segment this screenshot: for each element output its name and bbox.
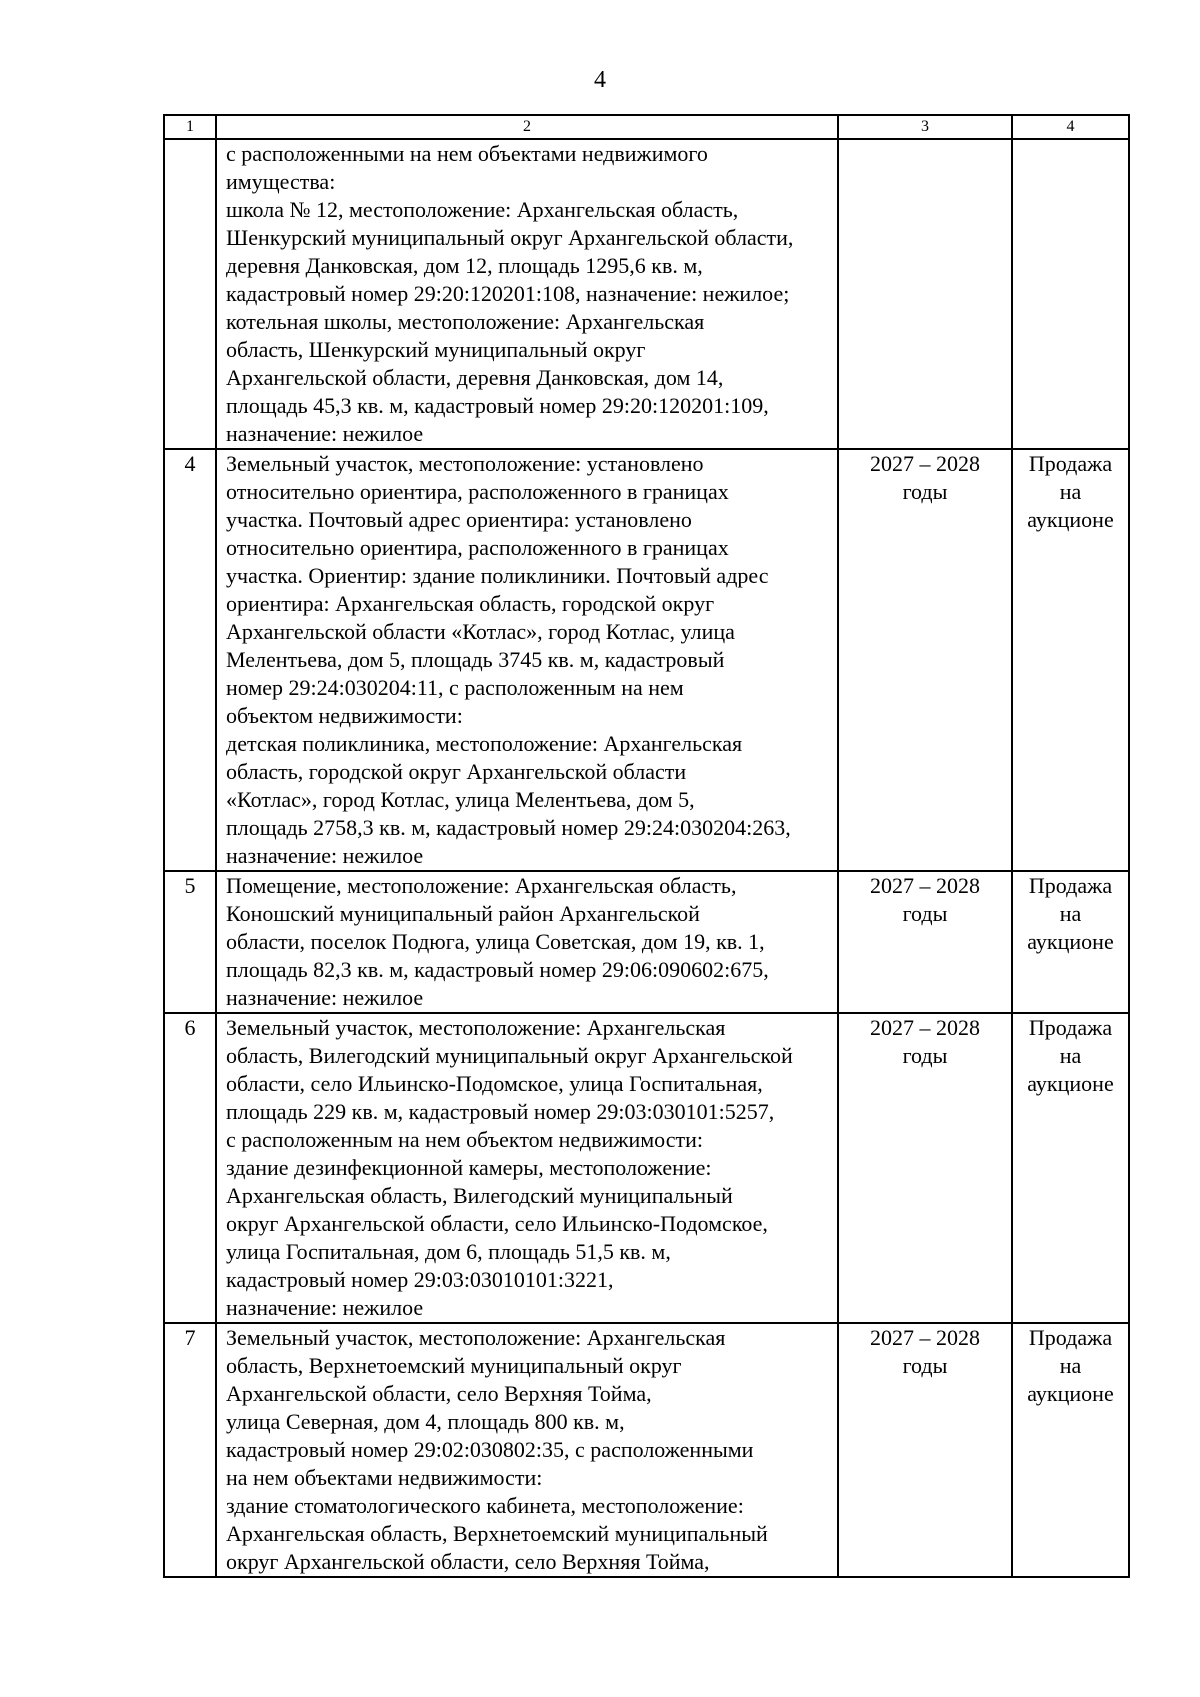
table-row bbox=[164, 139, 1129, 449]
description-line: области, село Ильинско-Подомское, улица Госпитальная, bbox=[226, 1071, 763, 1096]
description-line: Помещение, местоположение: Архангельская область, bbox=[226, 873, 737, 898]
description-line: кадастровый номер 29:03:03010101:3221, bbox=[226, 1267, 614, 1292]
sale-method-line: на bbox=[1059, 1353, 1082, 1378]
table-body bbox=[164, 139, 1129, 1577]
term-line: годы bbox=[902, 901, 948, 926]
description-line: деревня Данковская, дом 12, площадь 1295,6 кв. м, bbox=[226, 253, 703, 278]
header-row bbox=[164, 115, 1129, 139]
description-line: улица Госпитальная, дом 6, площадь 51,5 кв. м, bbox=[226, 1239, 671, 1264]
description-line: области, поселок Подюга, улица Советская, дом 19, кв. 1, bbox=[226, 929, 765, 954]
sale-method-cell bbox=[1012, 449, 1129, 871]
description-line: Мелентьева, дом 5, площадь 3745 кв. м, кадастровый bbox=[226, 647, 725, 672]
sale-method-line: Продажа bbox=[1028, 1325, 1113, 1350]
description-line: относительно ориентира, расположенного в границах bbox=[226, 535, 729, 560]
row-number-cell: 6 bbox=[164, 1013, 216, 1323]
description-line: площадь 2758,3 кв. м, кадастровый номер 29:24:030204:263, bbox=[226, 815, 791, 840]
description-line: Архангельская область, Верхнетоемский муниципальный bbox=[226, 1521, 768, 1546]
description-line: кадастровый номер 29:20:120201:108, назначение: нежилое; bbox=[226, 281, 790, 306]
term-cell bbox=[838, 449, 1012, 871]
term-line: годы bbox=[902, 1353, 948, 1378]
term-line: годы bbox=[902, 1043, 948, 1068]
term-cell bbox=[838, 871, 1012, 1013]
sale-method-line: аукционе bbox=[1027, 507, 1114, 532]
description-line: округ Архангельской области, село Верхняя Тойма, bbox=[226, 1549, 710, 1574]
column-header-3: 3 bbox=[838, 115, 1012, 139]
description-line: Коношский муниципальный район Архангельской bbox=[226, 901, 700, 926]
description-line: здание дезинфекционной камеры, местоположение: bbox=[226, 1155, 712, 1180]
description-line: назначение: нежилое bbox=[226, 985, 424, 1010]
sale-method-line: на bbox=[1059, 479, 1082, 504]
description-line: кадастровый номер 29:02:030802:35, с расположенными bbox=[226, 1437, 754, 1462]
column-header-2: 2 bbox=[216, 115, 838, 139]
term-cell bbox=[838, 1323, 1012, 1577]
description-line: площадь 45,3 кв. м, кадастровый номер 29:20:120201:109, bbox=[226, 393, 769, 418]
table-row bbox=[164, 1323, 1129, 1577]
property-table bbox=[163, 114, 1130, 1578]
description-line: область, Шенкурский муниципальный округ bbox=[226, 337, 646, 362]
description-line: котельная школы, местоположение: Архангельская bbox=[226, 309, 705, 334]
description-line: участка. Ориентир: здание поликлиники. Почтовый адрес bbox=[226, 563, 769, 588]
description-line: детская поликлиника, местоположение: Архангельская bbox=[226, 731, 743, 756]
description-line: имущества: bbox=[226, 169, 336, 194]
description-cell bbox=[216, 449, 838, 871]
sale-method-line: Продажа bbox=[1028, 873, 1113, 898]
row-number-cell: 4 bbox=[164, 449, 216, 871]
table-row bbox=[164, 871, 1129, 1013]
sale-method-cell bbox=[1012, 1323, 1129, 1577]
table-row bbox=[164, 1013, 1129, 1323]
description-line: с расположенными на нем объектами недвижимого bbox=[226, 141, 708, 166]
description-line: Архангельской области «Котлас», город Котлас, улица bbox=[226, 619, 735, 644]
description-line: Земельный участок, местоположение: Архангельская bbox=[226, 1325, 726, 1350]
term-line: годы bbox=[902, 479, 948, 504]
description-line: здание стоматологического кабинета, местоположение: bbox=[226, 1493, 744, 1518]
term-cell bbox=[838, 139, 1012, 449]
description-line: «Котлас», город Котлас, улица Мелентьева, дом 5, bbox=[226, 787, 695, 812]
sale-method-line: Продажа bbox=[1028, 451, 1113, 476]
column-header-4: 4 bbox=[1012, 115, 1129, 139]
row-number-cell: 7 bbox=[164, 1323, 216, 1577]
description-line: площадь 229 кв. м, кадастровый номер 29:03:030101:5257, bbox=[226, 1099, 775, 1124]
description-cell bbox=[216, 1323, 838, 1577]
sale-method-line: Продажа bbox=[1028, 1015, 1113, 1040]
description-line: Архангельской области, деревня Данковская, дом 14, bbox=[226, 365, 724, 390]
description-line: площадь 82,3 кв. м, кадастровый номер 29:06:090602:675, bbox=[226, 957, 769, 982]
description-line: область, Верхнетоемский муниципальный округ bbox=[226, 1353, 682, 1378]
column-header-1: 1 bbox=[164, 115, 216, 139]
description-line: область, Вилегодский муниципальный округ Архангельской bbox=[226, 1043, 793, 1068]
description-line: Земельный участок, местоположение: установлено bbox=[226, 451, 704, 476]
term-line: 2027 – 2028 bbox=[870, 1015, 980, 1040]
description-line: улица Северная, дом 4, площадь 800 кв. м, bbox=[226, 1409, 625, 1434]
description-line: назначение: нежилое bbox=[226, 1295, 424, 1320]
description-line: школа № 12, местоположение: Архангельская область, bbox=[226, 197, 739, 222]
description-cell bbox=[216, 1013, 838, 1323]
description-line: с расположенным на нем объектом недвижимости: bbox=[226, 1127, 703, 1152]
term-line: 2027 – 2028 bbox=[870, 1325, 980, 1350]
description-line: номер 29:24:030204:11, с расположенным на нем bbox=[226, 675, 684, 700]
term-line: 2027 – 2028 bbox=[870, 873, 980, 898]
description-line: участка. Почтовый адрес ориентира: установлено bbox=[226, 507, 692, 532]
description-line: ориентира: Архангельская область, городской округ bbox=[226, 591, 715, 616]
description-line: назначение: нежилое bbox=[226, 843, 424, 868]
description-line: Архангельской области, село Верхняя Тойма, bbox=[226, 1381, 652, 1406]
page-number: 4 bbox=[594, 67, 606, 93]
sale-method-line: аукционе bbox=[1027, 929, 1114, 954]
description-line: назначение: нежилое bbox=[226, 421, 424, 446]
row-number-cell: 5 bbox=[164, 871, 216, 1013]
description-line: Шенкурский муниципальный округ Архангельской области, bbox=[226, 225, 794, 250]
description-line: Земельный участок, местоположение: Архангельская bbox=[226, 1015, 726, 1040]
description-line: объектом недвижимости: bbox=[226, 703, 463, 728]
sale-method-line: аукционе bbox=[1027, 1071, 1114, 1096]
description-line: на нем объектами недвижимости: bbox=[226, 1465, 543, 1490]
description-cell bbox=[216, 139, 838, 449]
description-line: округ Архангельской области, село Ильинско-Подомское, bbox=[226, 1211, 768, 1236]
description-cell bbox=[216, 871, 838, 1013]
term-cell bbox=[838, 1013, 1012, 1323]
sale-method-cell bbox=[1012, 139, 1129, 449]
description-line: относительно ориентира, расположенного в границах bbox=[226, 479, 729, 504]
description-line: область, городской округ Архангельской области bbox=[226, 759, 687, 784]
table-header bbox=[164, 115, 1129, 139]
sale-method-line: на bbox=[1059, 1043, 1082, 1068]
sale-method-cell bbox=[1012, 1013, 1129, 1323]
sale-method-cell bbox=[1012, 871, 1129, 1013]
table-row bbox=[164, 449, 1129, 871]
row-number-cell bbox=[164, 139, 216, 449]
sale-method-line: аукционе bbox=[1027, 1381, 1114, 1406]
term-line: 2027 – 2028 bbox=[870, 451, 980, 476]
description-line: Архангельская область, Вилегодский муниципальный bbox=[226, 1183, 733, 1208]
sale-method-line: на bbox=[1059, 901, 1082, 926]
